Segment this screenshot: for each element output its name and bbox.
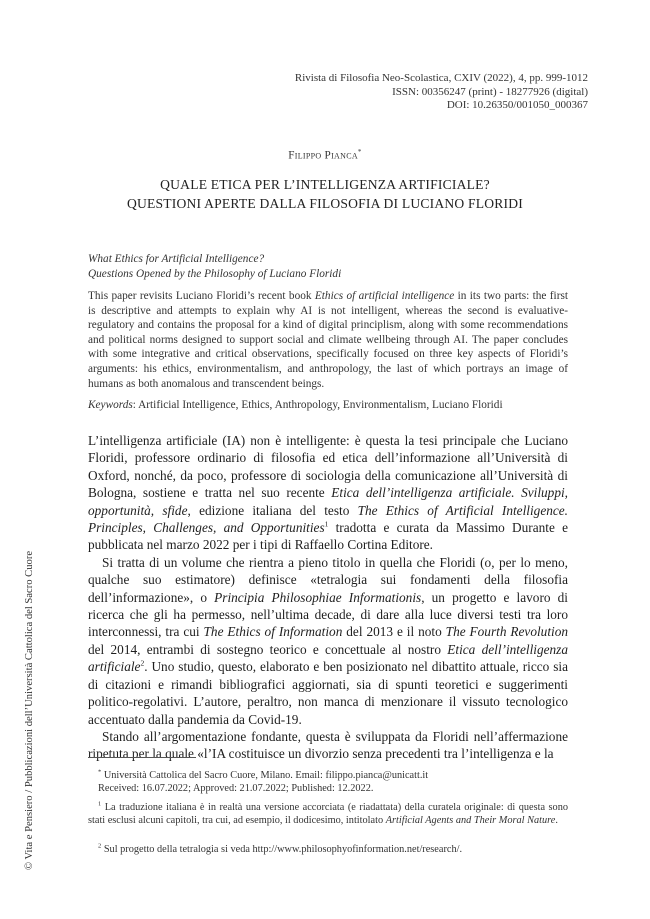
- abstract-text-1: This paper revisits Luciano Floridi’s recent book: [88, 290, 315, 302]
- keywords: [88, 398, 568, 413]
- author-affiliation: [88, 769, 568, 782]
- footnote-mark: *: [98, 768, 102, 776]
- body-italic-title: The Ethics of Information: [203, 624, 343, 640]
- body-text-span: del 2014, entrambi di sostegno teorico e concettuale al nostro: [88, 641, 448, 657]
- journal-header: [295, 72, 588, 113]
- body-italic-title: Etica dell’intelligenza artificiale. Sviluppi, opportunità, sfide: [88, 485, 568, 518]
- english-title-line-2: Questions Opened by the Philosophy of Luciano Floridi: [88, 267, 342, 280]
- footnote-italic-title: Artificial Agents and Their Moral Nature: [385, 815, 556, 827]
- footnote-divider: [88, 757, 196, 758]
- keywords-label: Keywords: [88, 399, 133, 411]
- body-text-span: tradotta e curata da Massimo Durante e pubblicata nel marzo 2022 per i tipi di Raffaello Cortina Editore.: [88, 520, 568, 553]
- body-text-span: L’intelligenza artificiale (IA) non è intelligente: è questa la tesi principale che Luciano Floridi, professore ordinario di filosofia ed etica dell’informazione all’Università di Oxford, nonché, da poco, professore di sociologia della comunicazione all’Università di Bologna, sostiene e tratta nel suo recente: [88, 433, 568, 501]
- article-title-line-1: QUALE ETICA PER L’INTELLIGENZA ARTIFICIALE?: [160, 177, 490, 192]
- body-paragraph-1: [88, 432, 568, 554]
- footnote-text: Università Cattolica del Sacro Cuore, Milano. Email: filippo.pianca@unicatt.it: [101, 770, 429, 781]
- abstract-text-2: in its two parts: the first is descriptive and attempts to explain why AI is not intelligent, whereas the second is evaluative-regulatory and contains the proposal for a kind of digital principlism, along with some recommendations and political norms designed to support social and climate wellbeing through AI. The paper concludes with some integrative and critical observations, specifically focused on three key aspects of Floridi’s arguments: his ethics, environmentalism, and anthropology, the last of which portrays an image of humans as both anomalous and transcendent beings.: [88, 290, 568, 390]
- body-paragraph-2: [88, 554, 568, 728]
- body-italic-title: Etica dell’intelligenza artificiale: [88, 641, 568, 675]
- footnote-ref-2: 2: [140, 658, 145, 668]
- article-title: [0, 176, 650, 213]
- author-name-text: Filippo Pianca: [288, 149, 358, 162]
- copyright-side-text: © Vita e Pensiero / Pubblicazioni dell’Università Cattolica del Sacro Cuore: [24, 550, 35, 870]
- english-title-line-1: What Ethics for Artificial Intelligence?: [88, 253, 265, 265]
- body-text-span: , un progetto e lavoro di ricerca che gli ha permesso, nell’ultima decade, di dare alla luce diversi testi tra loro interconnessi, tra cui: [88, 589, 568, 640]
- body-text-span: . Uno studio, questo, elaborato e ben posizionato nel dibattito attuale, ricco sia di citazioni e rimandi bibliografici aggiornati, sia di spunti teoretici e suggerimenti politico-regolativi. L’autore, peraltro, non manca di menzionare il vissuto tecnologico accentuato dalla pandemia da Covid-19.: [88, 659, 568, 727]
- journal-citation: Rivista di Filosofia Neo-Scolastica, CXIV (2022), 4, pp. 999-1012: [294, 72, 588, 84]
- journal-issn: ISSN: 00356247 (print) - 18277926 (digital): [392, 85, 588, 98]
- footnote-1: [88, 801, 568, 827]
- body-italic-title: The Ethics of Artificial Intelligence. Principles, Challenges, and Opportunities: [88, 502, 568, 536]
- body-italic-title: Principia Philosophiae Informationis: [214, 589, 422, 605]
- author-footnote-mark: *: [357, 148, 362, 156]
- abstract: [88, 289, 568, 391]
- keywords-list: : Artificial Intelligence, Ethics, Anthropology, Environmentalism, Luciano Floridi: [132, 399, 503, 411]
- journal-doi: DOI: 10.26350/001050_000367: [446, 99, 588, 112]
- footnote-mark: 1: [98, 800, 102, 808]
- article-title-line-2: QUESTIONI APERTE DALLA FILOSOFIA DI LUCIANO FLORIDI: [126, 195, 524, 211]
- body-text-span: , edizione italiana del testo: [187, 502, 358, 518]
- body-paragraph-3: Stando all’argomentazione fondante, questa è sviluppata da Floridi nell’affermazione ripetuta per la quale «l’IA costituisce un divorzio senza precedenti tra l’intelligenza e la: [88, 728, 568, 762]
- footnote-ref-1: 1: [324, 519, 329, 529]
- author-footnote: [88, 769, 568, 795]
- body-text: [88, 432, 568, 763]
- footnote-text: Sul progetto della tetralogia si veda http://www.philosophyofinformation.net/research/.: [101, 844, 463, 855]
- author-name: [0, 148, 650, 162]
- body-italic-title: The Fourth Revolution: [445, 624, 569, 640]
- footnote-mark: 2: [98, 842, 102, 850]
- abstract-book-title: Ethics of artificial intelligence: [314, 290, 455, 302]
- body-text-span: del 2013 e il noto: [342, 624, 446, 640]
- english-title: [88, 252, 568, 282]
- body-text-span: Si tratta di un volume che rientra a pieno titolo in quella che Floridi (o, per lo meno, qualche suo estimatore) definisce «tetralogia sui fondamenti della filosofia dell’informazione», o: [88, 554, 568, 605]
- author-dates: Received: 16.07.2022; Approved: 21.07.2022; Published: 12.2022.: [98, 783, 374, 795]
- footnote-text: .: [555, 815, 558, 827]
- footnote-text: La traduzione italiana è in realtà una versione accorciata (e riadattata) della curatela originale: di questa sono stati esclusi alcuni capitoli, tra cui, ad esempio, il dodicesimo, intitolato: [88, 802, 568, 827]
- footnote-2: [88, 843, 568, 856]
